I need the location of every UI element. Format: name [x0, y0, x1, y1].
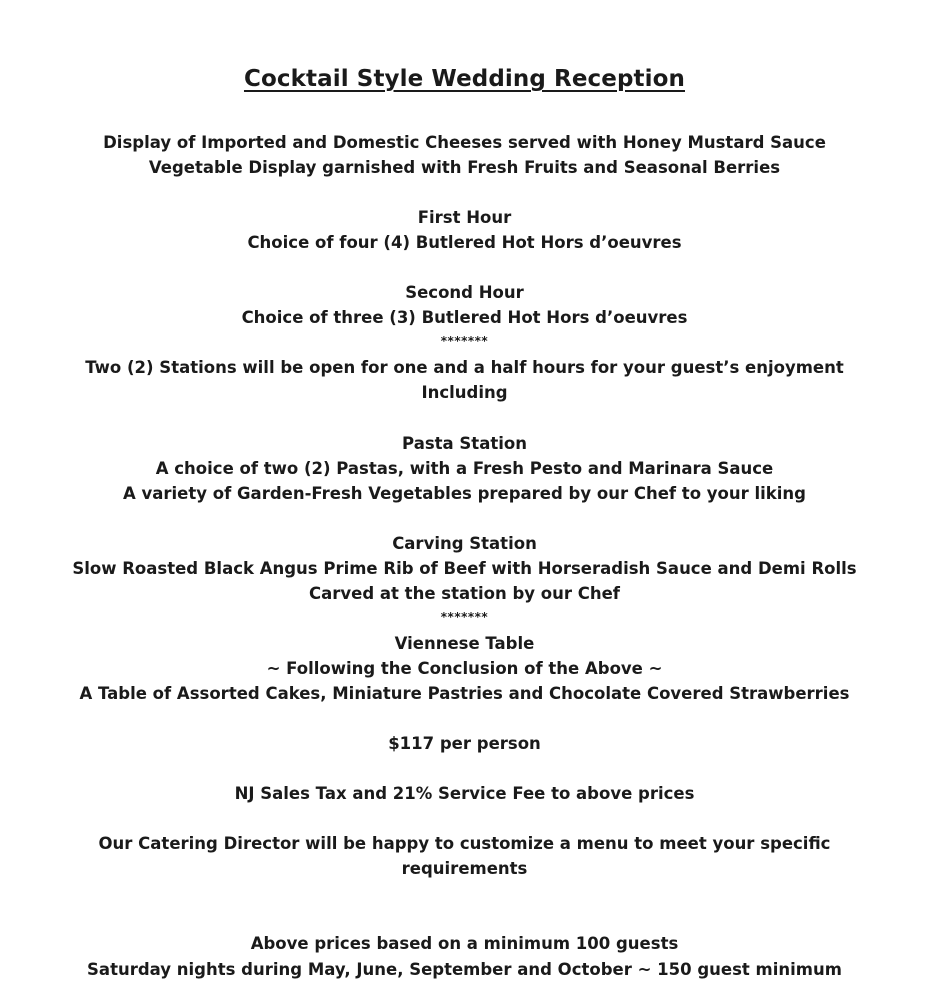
tax-note-line: NJ Sales Tax and 21% Service Fee to above prices [234, 784, 695, 803]
stations-intro-line: Two (2) Stations will be open for one and a half hours for your guest’s enjoyment [85, 358, 844, 377]
viennese-table-heading: Viennese Table [394, 634, 535, 653]
viennese-table-line: A Table of Assorted Cakes, Miniature Pastries and Chocolate Covered Strawberries [79, 684, 850, 703]
stations-including-line: Including [421, 383, 508, 402]
first-hour-detail: Choice of four (4) Butlered Hot Hors d’oeuvres [247, 233, 682, 252]
menu-title-text: Cocktail Style Wedding Reception [243, 66, 685, 92]
second-hour-detail: Choice of three (3) Butlered Hot Hors d’oeuvres [241, 308, 688, 327]
customize-requirements-line: requirements [401, 859, 528, 878]
price-line: $117 per person [388, 734, 541, 753]
minimum-guests-line: Above prices based on a minimum 100 guests [250, 934, 679, 953]
separator-stars: ******* [440, 334, 489, 348]
first-hour-heading: First Hour [417, 208, 512, 227]
second-hour-heading: Second Hour [405, 283, 524, 302]
saturday-minimum-line: Saturday nights during May, June, September and October ~ 150 guest minimum [87, 960, 842, 979]
carving-station-heading: Carving Station [392, 534, 537, 553]
pasta-station-vegetables-line: A variety of Garden-Fresh Vegetables prepared by our Chef to your liking [122, 484, 806, 503]
viennese-table-note: ~ Following the Conclusion of the Above ~ [266, 659, 663, 678]
customize-line: Our Catering Director will be happy to customize a menu to meet your specific [98, 834, 831, 853]
carving-station-line: Slow Roasted Black Angus Prime Rib of Beef with Horseradish Sauce and Demi Rolls [72, 559, 857, 578]
pasta-station-line: A choice of two (2) Pastas, with a Fresh Pesto and Marinara Sauce [155, 459, 774, 478]
carving-station-chef-line: Carved at the station by our Chef [309, 584, 620, 603]
cheese-display-line: Display of Imported and Domestic Cheeses served with Honey Mustard Sauce [103, 133, 826, 152]
vegetable-display-line: Vegetable Display garnished with Fresh Fruits and Seasonal Berries [148, 158, 781, 177]
separator-stars: ******* [440, 610, 489, 624]
menu-title [0, 63, 929, 95]
pasta-station-heading: Pasta Station [402, 434, 527, 453]
